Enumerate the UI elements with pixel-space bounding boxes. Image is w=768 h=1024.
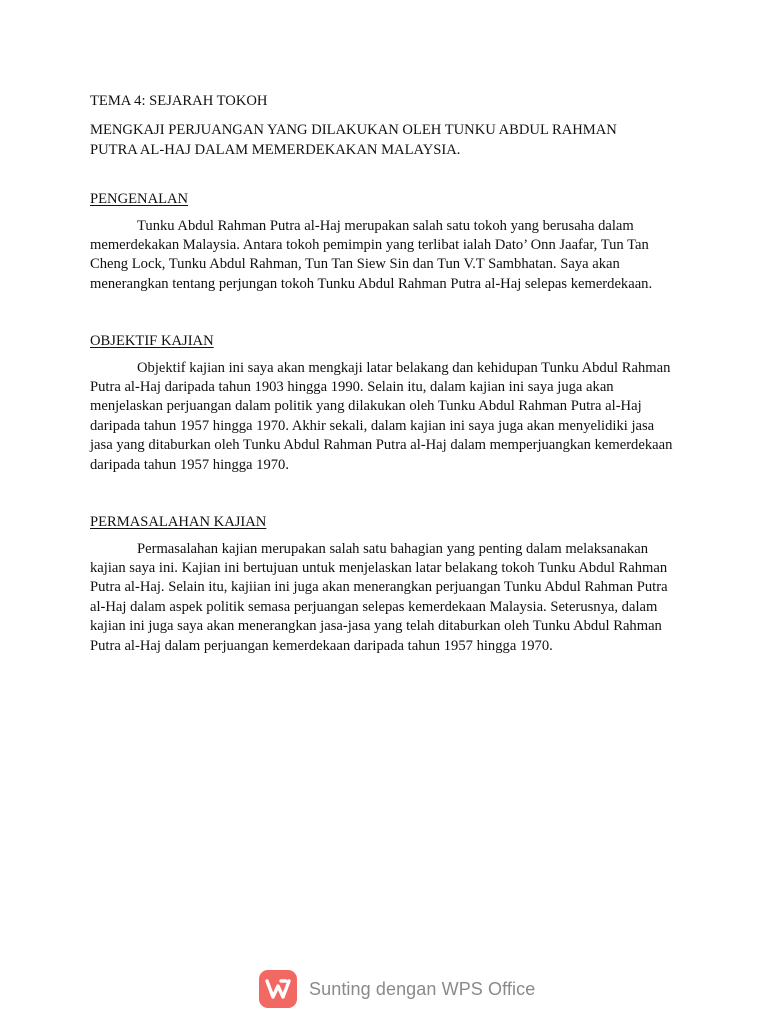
section-paragraph: Objektif kajian ini saya akan mengkaji latar belakang dan kehidupan Tunku Abdul Rahman Putra al-Haj daripada tahun 1903 hingga 1990. Selain itu, dalam kajian ini saya juga akan menjelaskan perjuangan dalam politik yang dilakukan oleh Tunku Abdul Rahman Putra al-Haj daripada tahun 1957 hingga 1970. Akhir sekali, dalam kajian ini saya juga akan menyelidiki jasa jasa yang ditaburkan oleh Tunku Abdul Rahman Putra al-Haj dalam memperjuangkan kemerdekaan daripada tahun 1957 hingga 1970. [90, 359, 673, 473]
section-heading: PERMASALAHAN KAJIAN [90, 514, 267, 531]
spacer [90, 294, 680, 332]
wps-w-mark-icon [265, 978, 291, 1000]
section-permasalahan-kajian [90, 513, 680, 656]
wps-edit-banner[interactable] [259, 967, 535, 1011]
section-objektif-kajian [90, 332, 680, 475]
document-page [90, 92, 680, 656]
spacer [90, 475, 680, 513]
document-title [90, 121, 680, 160]
section-paragraph: Permasalahan kajian merupakan salah satu bahagian yang penting dalam melaksanakan kajian saya ini. Kajian ini bertujuan untuk menjelaskan latar belakang tokoh Tunku Abdul Rahman Putra al-Haj. Selain itu, kajiian ini juga akan menerangkan perjuangan Tunku Abdul Rahman Putra al-Haj dalam aspek politik semasa perjuangan selepas kemerdekaan Malaysia. Seterusnya, dalam kajian ini juga saya akan menerangkan jasa-jasa yang telah ditaburkan oleh Tunku Abdul Rahman Putra al-Haj dalam perjuangan kemerdekaan daripada tahun 1957 hingga 1970. [90, 540, 668, 654]
section-pengenalan [90, 190, 680, 294]
wps-office-logo-icon [259, 970, 297, 1008]
theme-label: TEMA 4: SEJARAH TOKOH [90, 93, 268, 109]
spacer [90, 160, 680, 190]
document-title-line-1: MENGKAJI PERJUANGAN YANG DILAKUKAN OLEH TUNKU ABDUL RAHMAN [90, 122, 617, 139]
document-title-line-2: PUTRA AL-HAJ DALAM MEMERDEKAKAN MALAYSIA. [90, 141, 461, 158]
wps-edit-label[interactable]: Sunting dengan WPS Office [309, 978, 536, 999]
section-paragraph: Tunku Abdul Rahman Putra al-Haj merupakan salah satu tokoh yang berusaha dalam memerdekakan Malaysia. Antara tokoh pemimpin yang terlibat ialah Dato’ Onn Jaafar, Tun Tan Cheng Lock, Tunku Abdul Rahman, Tun Tan Siew Sin dan Tun V.T Sambhatan. Saya akan menerangkan tentang perjungan tokoh Tunku Abdul Rahman Putra al-Haj selepas kemerdekaan. [90, 217, 653, 292]
section-heading: OBJEKTIF KAJIAN [90, 333, 214, 350]
section-heading: PENGENALAN [90, 191, 189, 208]
